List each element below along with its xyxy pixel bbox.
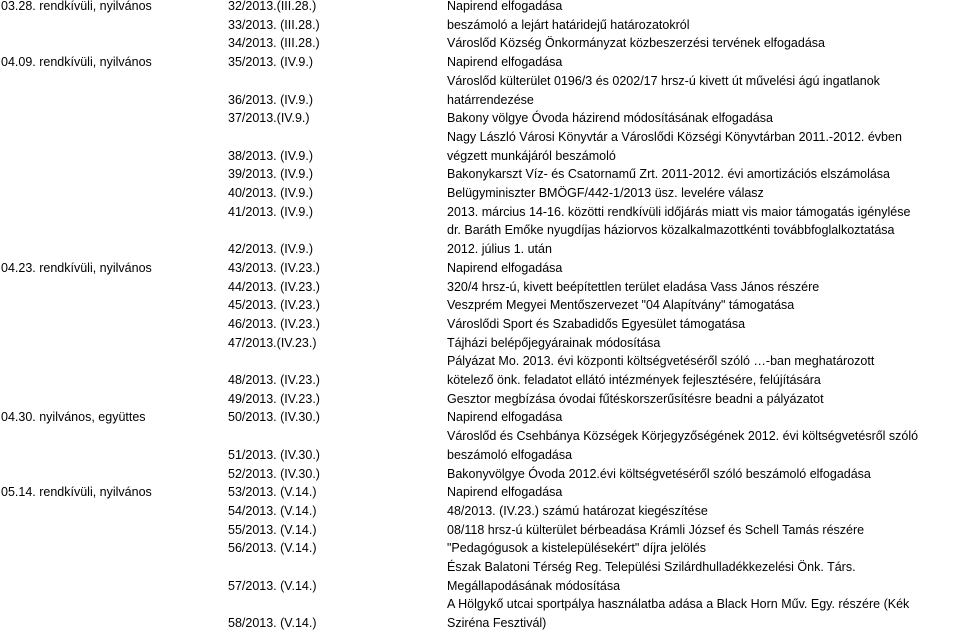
resolution-row bbox=[0, 73, 960, 90]
resolution-subject: Veszprém Megyei Mentőszervezet "04 Alapítvány" támogatása bbox=[447, 298, 795, 313]
resolution-row bbox=[0, 0, 960, 15]
resolution-row bbox=[0, 129, 960, 146]
resolution-subject: Napirend elfogadása bbox=[447, 0, 563, 13]
resolution-row bbox=[0, 17, 960, 34]
resolution-subject: Napirend elfogadása bbox=[447, 260, 563, 275]
resolution-subject: Napirend elfogadása bbox=[447, 55, 563, 70]
resolution-number: 48/2013. (IV.23.) bbox=[228, 373, 320, 387]
resolution-row bbox=[0, 222, 960, 239]
resolution-row bbox=[0, 353, 960, 370]
resolution-subject: Városlőd külterület 0196/3 és 0202/17 hrsz-ú kivett út művelési ágú ingatlanok bbox=[447, 73, 880, 88]
resolution-subject: végzett munkájáról beszámoló bbox=[447, 148, 616, 163]
resolution-row bbox=[0, 54, 960, 71]
resolution-row bbox=[0, 447, 960, 464]
resolution-row bbox=[0, 260, 960, 277]
resolution-subject: beszámoló a lejárt határidejű határozatokról bbox=[447, 17, 690, 32]
resolution-number: 52/2013. (IV.30.) bbox=[228, 466, 320, 481]
resolution-subject: kötelező önk. feladatot ellátó intézmények fejlesztésére, felújítására bbox=[447, 373, 821, 387]
resolution-number: 39/2013. (IV.9.) bbox=[228, 167, 314, 182]
resolution-subject: 2013. március 14-16. közötti rendkívüli időjárás miatt vis maior támogatás igénylése bbox=[447, 204, 911, 219]
resolution-row bbox=[0, 596, 960, 613]
resolution-number: 57/2013. (V.14.) bbox=[228, 578, 317, 593]
resolution-number: 35/2013. (IV.9.) bbox=[228, 55, 314, 70]
resolution-subject: 2012. július 1. után bbox=[447, 242, 552, 257]
resolution-row bbox=[0, 279, 960, 296]
resolution-subject: Észak Balatoni Térség Reg. Települési Szilárdhulladékkezelési Önk. Társ. bbox=[447, 560, 856, 574]
resolution-number: 33/2013. (III.28.) bbox=[228, 17, 320, 32]
resolution-number: 40/2013. (IV.9.) bbox=[228, 186, 314, 200]
resolution-subject: 48/2013. (IV.23.) számú határozat kiegészítése bbox=[447, 503, 708, 518]
resolution-number: 32/2013.(III.28.) bbox=[228, 0, 317, 13]
resolution-subject: "Pedagógusok a kistelepülésekért" díjra jelölés bbox=[447, 541, 707, 556]
resolution-row bbox=[0, 316, 960, 333]
resolution-subject: Gesztor megbízása óvodai fűtéskorszerűsítésre beadni a pályázatot bbox=[447, 391, 824, 406]
resolution-number: 51/2013. (IV.30.) bbox=[228, 447, 320, 462]
resolution-subject: határrendezése bbox=[447, 92, 534, 107]
resolution-number: 36/2013. (IV.9.) bbox=[228, 92, 314, 107]
resolution-row bbox=[0, 166, 960, 183]
resolution-row bbox=[0, 522, 960, 539]
resolution-number: 44/2013. (IV.23.) bbox=[228, 279, 320, 294]
resolution-row bbox=[0, 503, 960, 520]
resolution-row bbox=[0, 540, 960, 557]
resolution-number: 43/2013. (IV.23.) bbox=[228, 260, 320, 275]
resolution-subject: Városlőd és Csehbánya Községek Körjegyzőségének 2012. évi költségvetésről szóló bbox=[447, 429, 919, 444]
resolution-subject: dr. Baráth Emőke nyugdíjas háziorvos közalkalmazottkénti továbbfoglalkoztatása bbox=[447, 223, 895, 238]
resolution-subject: Tájházi belépőjegyárainak módosítása bbox=[447, 335, 661, 350]
resolution-number: 41/2013. (IV.9.) bbox=[228, 204, 314, 219]
resolution-number: 38/2013. (IV.9.) bbox=[228, 148, 314, 163]
resolution-row bbox=[0, 204, 960, 221]
resolution-row bbox=[0, 466, 960, 483]
resolution-number: 45/2013. (IV.23.) bbox=[228, 298, 320, 313]
resolution-number: 53/2013. (V.14.) bbox=[228, 485, 317, 500]
resolution-row bbox=[0, 185, 960, 202]
resolution-row bbox=[0, 92, 960, 109]
resolution-row bbox=[0, 297, 960, 314]
resolution-subject: Napirend elfogadása bbox=[447, 485, 563, 500]
resolution-row bbox=[0, 578, 960, 595]
resolution-row bbox=[0, 148, 960, 165]
resolution-number: 47/2013.(IV.23.) bbox=[228, 335, 317, 350]
resolution-subject: Bakony völgye Óvoda házirend módosításának elfogadása bbox=[447, 111, 773, 126]
resolution-subject: 08/118 hrsz-ú külterület bérbeadása Krámli József és Schell Tamás részére bbox=[447, 522, 865, 537]
resolution-row bbox=[0, 615, 960, 632]
resolution-subject: Városlőd Község Önkormányzat közbeszerzési tervének elfogadása bbox=[447, 36, 825, 51]
resolution-row bbox=[0, 409, 960, 426]
resolution-number: 50/2013. (IV.30.) bbox=[228, 410, 320, 425]
resolution-subject: Nagy László Városi Könyvtár a Városlődi Községi Könyvtárban 2011.-2012. évben bbox=[447, 129, 902, 144]
resolution-row bbox=[0, 110, 960, 127]
resolution-row bbox=[0, 372, 960, 389]
resolution-subject: Bakonyvölgye Óvoda 2012.évi költségvetéséről szóló beszámoló elfogadása bbox=[447, 466, 871, 481]
resolution-number: 49/2013. (IV.23.) bbox=[228, 391, 320, 406]
resolution-subject: Megállapodásának módosítása bbox=[447, 578, 621, 593]
resolution-number: 55/2013. (V.14.) bbox=[228, 522, 317, 537]
session-label: 04.30. nyilvános, együttes bbox=[1, 410, 146, 425]
resolution-subject: 320/4 hrsz-ú, kivett beépítettlen terület eladása Vass János részére bbox=[447, 279, 820, 294]
resolution-number: 46/2013. (IV.23.) bbox=[228, 316, 320, 331]
session-label: 03.28. rendkívüli, nyilvános bbox=[1, 0, 152, 13]
resolution-number: 42/2013. (IV.9.) bbox=[228, 242, 314, 257]
session-label: 04.09. rendkívüli, nyilvános bbox=[1, 55, 152, 70]
resolution-subject: Pályázat Mo. 2013. évi központi költségvetéséről szóló …-ban meghatározott bbox=[447, 354, 875, 369]
resolution-row bbox=[0, 428, 960, 445]
resolution-number: 34/2013. (III.28.) bbox=[228, 36, 320, 51]
resolution-row bbox=[0, 35, 960, 52]
resolution-subject: Belügyminiszter BMÖGF/442-1/2013 üsz. levelére válasz bbox=[447, 186, 764, 200]
resolution-subject: Bakonykarszt Víz- és Csatornamű Zrt. 2011-2012. évi amortizációs elszámolása bbox=[447, 167, 891, 182]
session-label: 04.23. rendkívüli, nyilvános bbox=[1, 260, 152, 275]
resolution-row bbox=[0, 484, 960, 501]
resolution-row bbox=[0, 241, 960, 258]
resolution-number: 56/2013. (V.14.) bbox=[228, 541, 317, 556]
resolution-subject: A Hölgykő utcai sportpálya használatba adása a Black Horn Műv. Egy. részére (Kék bbox=[447, 597, 910, 612]
resolution-number: 54/2013. (V.14.) bbox=[228, 503, 317, 518]
resolution-number: 37/2013.(IV.9.) bbox=[228, 111, 310, 126]
session-label: 05.14. rendkívüli, nyilvános bbox=[1, 485, 152, 500]
resolution-subject: Sziréna Fesztivál) bbox=[447, 616, 547, 631]
resolution-row bbox=[0, 559, 960, 576]
resolution-number: 58/2013. (V.14.) bbox=[228, 616, 317, 631]
resolution-row bbox=[0, 391, 960, 408]
resolution-subject: Városlődi Sport és Szabadidős Egyesület támogatása bbox=[447, 316, 746, 331]
resolution-row bbox=[0, 335, 960, 352]
resolution-subject: Napirend elfogadása bbox=[447, 410, 563, 425]
resolution-subject: beszámoló elfogadása bbox=[447, 447, 573, 462]
